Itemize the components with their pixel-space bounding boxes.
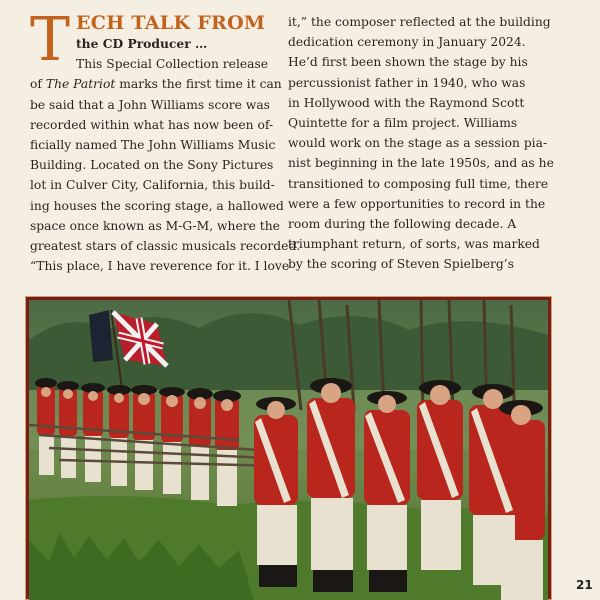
text-line: were a few opportunities to record in the (288, 196, 546, 211)
text-line: would work on the stage as a session pia- (288, 136, 548, 151)
article-subheading: the CD Producer … (76, 36, 208, 51)
text-line: triumphant return, of sorts, was marked (288, 237, 540, 252)
text-line: transitioned to composing full time, there (288, 176, 549, 191)
text-line: of The Patriot marks the first time it can (30, 77, 282, 92)
text-line: in Hollywood with the Raymond Scott (288, 95, 525, 110)
text-line: nist beginning in the late 1950s, and as he (288, 156, 554, 171)
text-line: greatest stars of classic musicals recorded. (30, 238, 301, 253)
text-line: ing houses the scoring stage, a hallowed (30, 198, 284, 213)
text-line: by the scoring of Steven Spielberg’s (288, 257, 515, 272)
redcoat-soldiers-photo (29, 300, 548, 600)
text-line: Quintette for a film project. Williams (288, 115, 518, 130)
text-line: This Special Collection release (76, 57, 269, 72)
text-line: percussionist father in 1940, who was (288, 75, 526, 90)
text-line: recorded within what has now been of- (30, 117, 274, 132)
text-line: He’d first been shown the stage by his (288, 55, 528, 70)
text-line: room during the following decade. A (288, 216, 517, 231)
drop-cap: T (30, 5, 71, 75)
article-column-left (30, 5, 301, 276)
left-column-text (30, 54, 301, 276)
text-line: lot in Culver City, California, this build- (30, 178, 275, 193)
soldiers-illustration (29, 300, 548, 600)
page-number: 21 (576, 578, 593, 592)
text-line: space once known as M-G-M, where the (30, 218, 280, 233)
photo-frame (25, 296, 552, 600)
text-line: Building. Located on the Sony Pictures (30, 158, 274, 173)
right-column-text (288, 12, 554, 274)
text-line: “This place, I have reverence for it. I love (30, 259, 290, 274)
article-heading: ECH TALK FROM (76, 12, 266, 34)
text-line: dedication ceremony in January 2024. (288, 35, 526, 50)
text-line: it,” the composer reflected at the building (288, 15, 551, 29)
article-column-right (288, 12, 554, 274)
text-line: ficially named The John Williams Music (30, 137, 276, 152)
text-line: be said that a John Williams score was (30, 97, 270, 112)
